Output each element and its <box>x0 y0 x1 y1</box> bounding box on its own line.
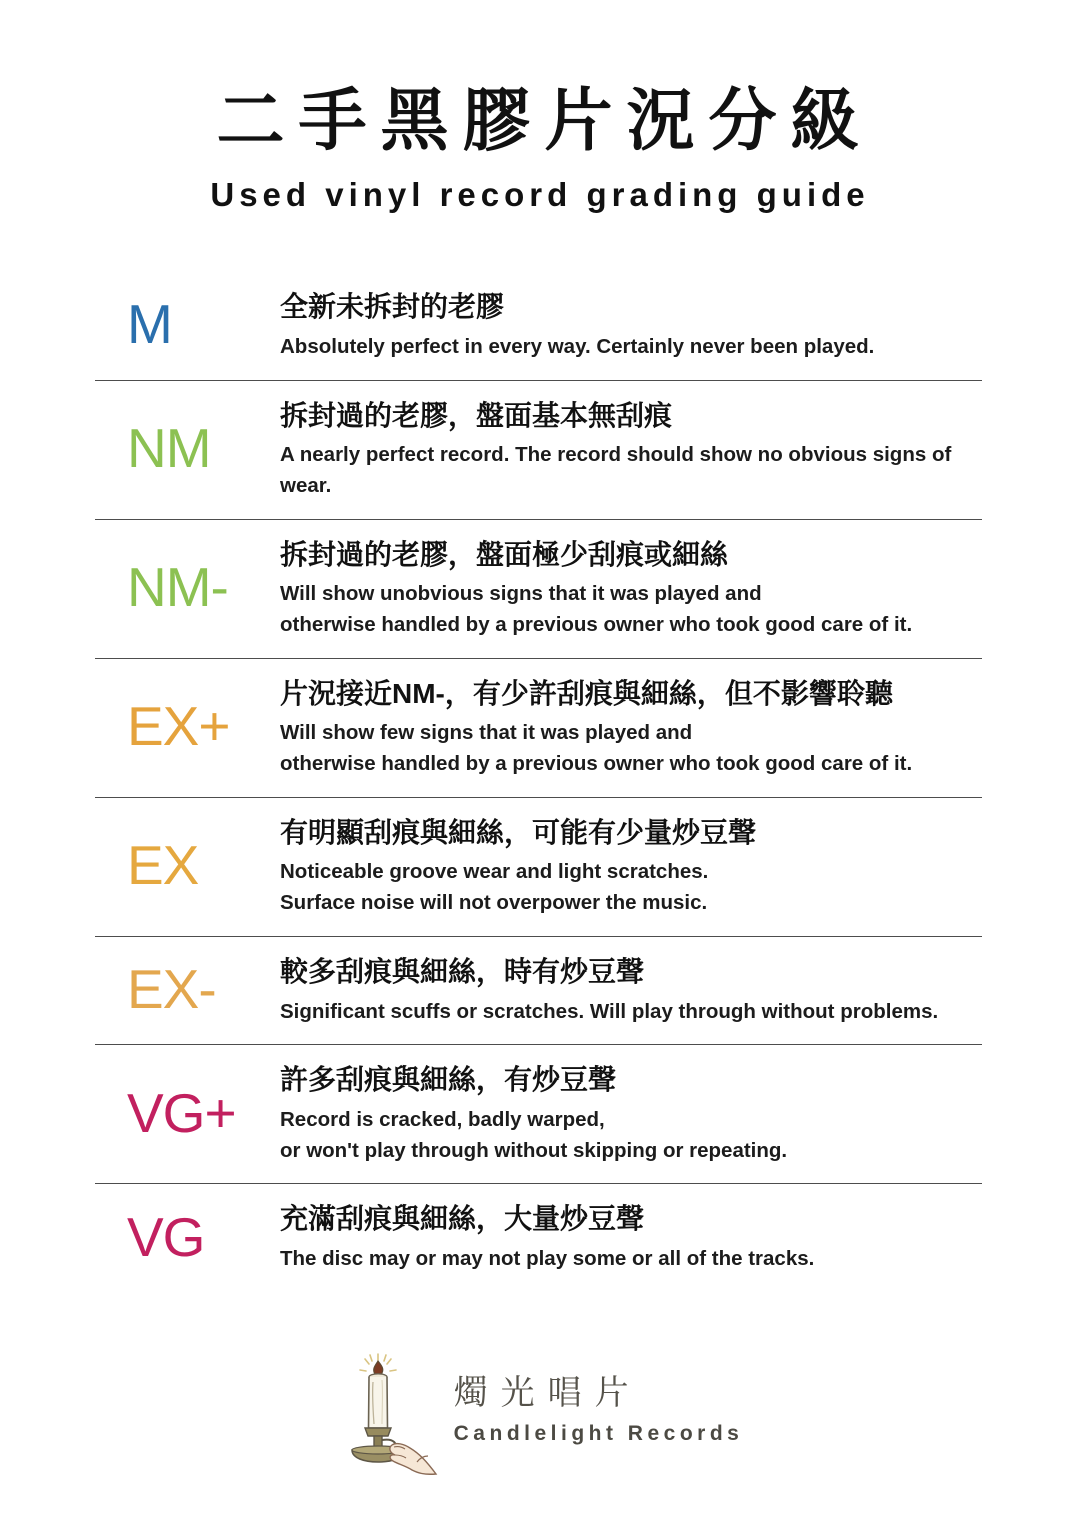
grade-text-block <box>280 396 982 502</box>
grade-row-nm <box>95 381 982 520</box>
grade-headline-zh: 有明顯刮痕與細絲，可能有少量炒豆聲 <box>280 816 757 848</box>
grade-text-block <box>280 813 982 919</box>
grade-description-line: The disc may or may not play some or all of the tracks. <box>280 1246 815 1270</box>
page-title: 二手黑膠片況分級 <box>216 83 873 159</box>
grade-description-line: Significant scuffs or scratches. Will play through without problems. <box>280 999 939 1023</box>
grade-code-label: NM- <box>127 556 228 619</box>
grade-description-en <box>280 579 978 641</box>
grade-description-line: Will show unobvious signs that it was played and <box>280 582 762 606</box>
grade-description-en <box>280 440 978 502</box>
grade-description-line: Will show few signs that it was played and <box>280 721 693 745</box>
grade-row-ex-plus <box>95 659 982 798</box>
grade-text-block <box>280 1060 982 1166</box>
grade-headline-zh: 拆封過的老膠，盤面基本無刮痕 <box>280 399 673 431</box>
grade-description-line: A nearly perfect record. The record should show no obvious signs of wear. <box>280 443 952 497</box>
grade-text-block <box>280 952 982 1027</box>
grade-description-en <box>280 997 978 1028</box>
page-subtitle: Used vinyl record grading guide <box>210 176 870 214</box>
grade-description-line: Noticeable groove wear and light scratches. <box>280 860 709 884</box>
grade-headline-zh: 較多刮痕與細絲，時有炒豆聲 <box>280 955 645 987</box>
grade-row-vg-plus <box>95 1045 982 1184</box>
grade-row-nm-minus <box>95 520 982 659</box>
grade-headline-zh: 全新未拆封的老膠 <box>280 291 505 323</box>
grade-description-en <box>280 857 978 919</box>
grade-description-en <box>280 1105 978 1167</box>
grade-code-label: NM <box>127 417 211 480</box>
grade-description-line: Absolutely perfect in every way. Certainly never been played. <box>280 334 875 358</box>
grade-headline-zh: 充滿刮痕與細絲，大量炒豆聲 <box>280 1203 645 1235</box>
brand-name-zh: 燭光唱片 <box>453 1374 642 1413</box>
grade-row-ex-minus <box>95 937 982 1045</box>
grade-row-ex <box>95 798 982 937</box>
grade-headline-zh: 拆封過的老膠，盤面極少刮痕或細絲 <box>280 538 729 570</box>
grade-code-label: VG <box>127 1205 205 1268</box>
grade-headline-zh: 片況接近NM-，有少許刮痕與細絲，但不影響聆聽 <box>280 677 893 709</box>
grade-code-label: M <box>127 293 172 356</box>
grade-description-line: Surface noise will not overpower the music. <box>280 891 708 915</box>
poster-header <box>0 0 1075 214</box>
grade-text-block <box>280 535 982 641</box>
grade-code-label: EX <box>127 834 199 897</box>
grade-headline-zh: 許多刮痕與細絲，有炒豆聲 <box>280 1064 617 1096</box>
grade-description-line: otherwise handled by a previous owner who took good care of it. <box>280 612 913 636</box>
grade-description-en <box>280 332 978 363</box>
grade-code-label: EX- <box>127 958 216 1021</box>
grade-text-block <box>280 674 982 780</box>
brand-name-en: Candlelight Records <box>453 1422 744 1446</box>
grade-description-en <box>280 718 978 780</box>
grade-table <box>95 272 982 1292</box>
grade-description-line: Record is cracked, badly warped, <box>280 1107 605 1131</box>
grade-text-block <box>280 1199 982 1274</box>
grade-row-vg <box>95 1184 982 1291</box>
grade-row-m <box>95 272 982 380</box>
poster-footer <box>0 1350 1075 1476</box>
grade-description-line: otherwise handled by a previous owner who took good care of it. <box>280 752 913 776</box>
grade-description-line: or won't play through without skipping or repeating. <box>280 1138 788 1162</box>
grade-code-label: EX+ <box>127 695 230 758</box>
grade-code-label: VG+ <box>127 1081 236 1144</box>
brand-block <box>454 1365 744 1460</box>
grade-description-en <box>280 1244 978 1275</box>
grade-text-block <box>280 287 982 362</box>
candlestick-in-hand-icon <box>332 1350 440 1476</box>
